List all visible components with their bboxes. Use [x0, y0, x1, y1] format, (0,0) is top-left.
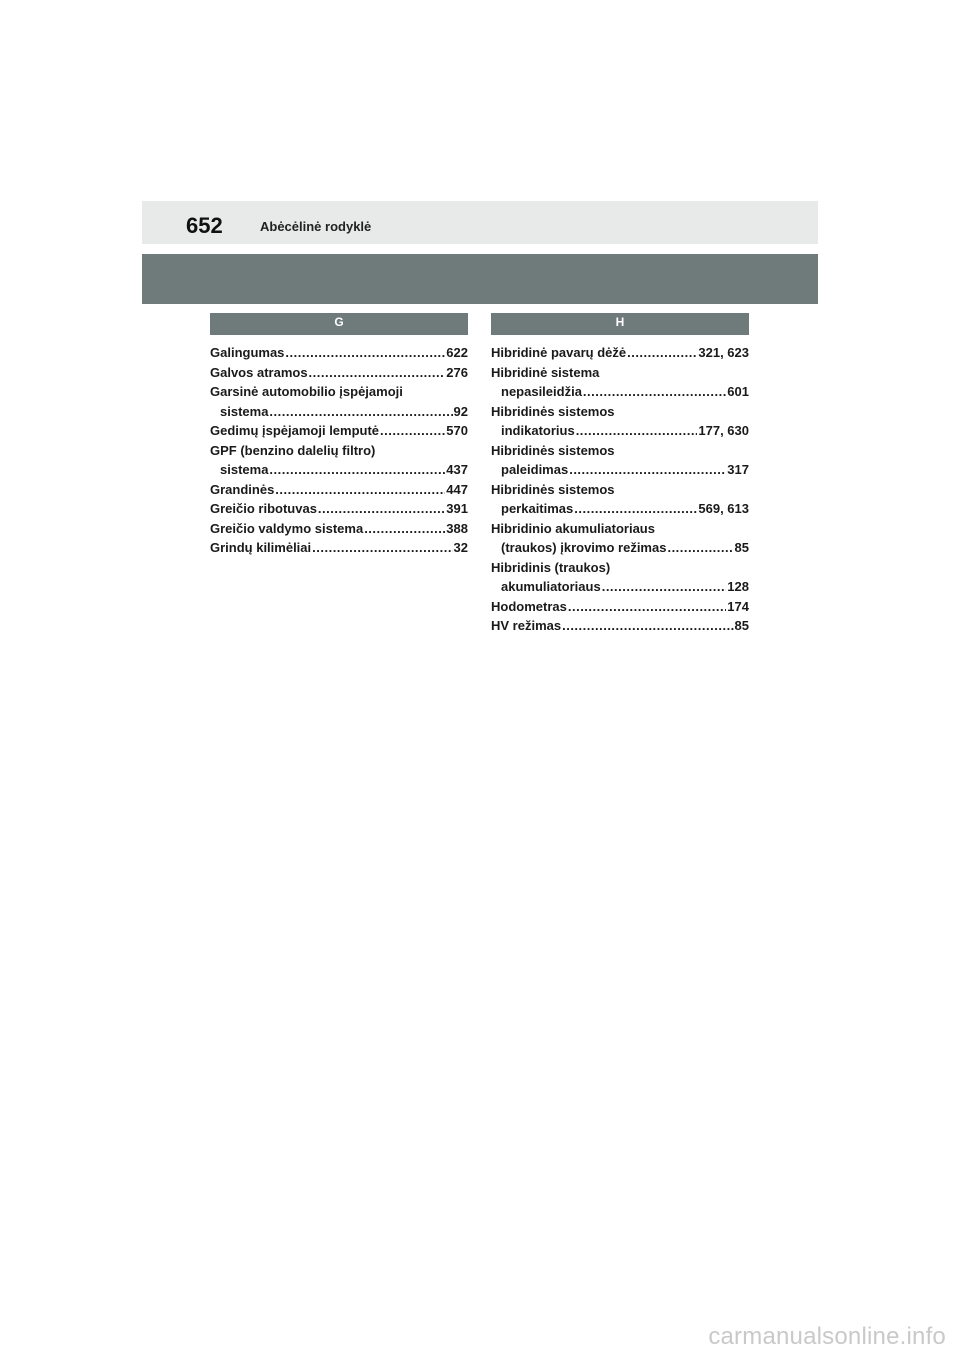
index-column-h	[491, 313, 749, 636]
index-entry-term: Galingumas	[210, 345, 285, 360]
index-entry[interactable]	[491, 616, 749, 636]
index-entry-term: sistema	[220, 403, 269, 419]
index-entry-page[interactable]: 177, 630	[698, 423, 749, 438]
index-entry-page[interactable]: 570	[446, 423, 468, 438]
index-entry-line	[210, 460, 468, 480]
index-entry[interactable]	[491, 343, 749, 363]
dot-leader	[574, 499, 697, 519]
index-entry-line	[210, 441, 468, 461]
index-entry-term: Hibridinės sistemos	[491, 403, 615, 419]
index-entry-line	[491, 343, 749, 363]
dot-leader	[667, 538, 733, 558]
dot-leader	[269, 460, 445, 480]
index-entry-page[interactable]: 569, 613	[698, 501, 749, 516]
index-entry-line	[210, 402, 468, 422]
index-entry-line	[210, 480, 468, 500]
index-entry-line	[210, 538, 468, 558]
dot-leader	[562, 616, 733, 636]
letter-tab-g: G	[210, 313, 468, 335]
index-entry-page[interactable]: 85	[734, 540, 749, 555]
index-entry[interactable]	[210, 441, 468, 480]
index-entry-line	[491, 519, 749, 539]
dot-leader	[568, 597, 726, 617]
index-entry-line	[491, 558, 749, 578]
index-column-g	[210, 313, 468, 558]
index-entry[interactable]	[491, 480, 749, 519]
index-entry-line	[491, 499, 749, 519]
index-entry[interactable]	[210, 538, 468, 558]
index-entry-page[interactable]: 85	[734, 618, 749, 633]
index-entry-term: Grandinės	[210, 481, 275, 497]
index-entry-term: Hibridinės sistemos	[491, 481, 615, 497]
header-title: Abėcėlinė rodyklė	[260, 219, 372, 234]
index-entry[interactable]	[491, 558, 749, 597]
index-entry[interactable]	[210, 499, 468, 519]
index-entry-line	[491, 421, 749, 441]
index-entry-line	[491, 480, 749, 500]
index-entry-page[interactable]: 32	[453, 540, 468, 555]
index-entry-page[interactable]: 447	[446, 481, 468, 497]
index-entry-term: HV režimas	[491, 618, 562, 633]
index-entry-line	[210, 363, 468, 383]
dot-leader	[569, 460, 726, 480]
index-entry-term: Hibridinio akumuliatoriaus	[491, 520, 655, 536]
index-entry-page[interactable]: 391	[446, 501, 468, 516]
index-entry-line	[491, 460, 749, 480]
index-entry-term: Garsinė automobilio įspėjamoji	[210, 384, 403, 399]
index-entry-page[interactable]: 437	[446, 462, 468, 477]
index-entry[interactable]	[210, 382, 468, 421]
index-entry-term: akumuliatoriaus	[501, 579, 601, 594]
header-bar	[142, 201, 818, 244]
index-entry[interactable]	[491, 402, 749, 441]
index-entry-term: Grindų kilimėliai	[210, 540, 312, 555]
dot-leader	[318, 499, 445, 519]
index-entry-page[interactable]: 276	[446, 364, 468, 380]
index-entry-term: Gedimų įspėjamoji lemputė	[210, 423, 380, 438]
index-entry-page[interactable]: 622	[446, 345, 468, 360]
index-entry-line	[210, 499, 468, 519]
index-entry-page[interactable]: 174	[727, 598, 749, 614]
index-entry-line	[210, 343, 468, 363]
dot-leader	[285, 343, 445, 363]
index-entry-line	[491, 616, 749, 636]
index-entry-line	[210, 382, 468, 402]
dot-leader	[275, 480, 445, 500]
index-entry-line	[491, 382, 749, 402]
index-entry-term: Hibridinis (traukos)	[491, 559, 611, 575]
index-entry-term: Greičio ribotuvas	[210, 501, 317, 516]
index-entry[interactable]	[210, 519, 468, 539]
index-entry-term: GPF (benzino dalelių filtro)	[210, 442, 376, 458]
dot-leader	[627, 343, 697, 363]
index-entry[interactable]	[491, 363, 749, 402]
index-entry-page[interactable]: 388	[446, 520, 468, 536]
index-entry-line	[491, 402, 749, 422]
dot-leader	[312, 538, 452, 558]
dot-leader	[269, 402, 452, 422]
index-entry-term: Greičio valdymo sistema	[210, 520, 364, 536]
index-entry-term: indikatorius	[501, 423, 575, 438]
index-entry-line	[210, 519, 468, 539]
index-entries-h	[491, 343, 749, 636]
index-entry-page[interactable]: 321, 623	[698, 345, 749, 360]
index-entry[interactable]	[491, 519, 749, 558]
index-entry-line	[491, 441, 749, 461]
index-entry[interactable]	[210, 363, 468, 383]
index-entry-line	[491, 538, 749, 558]
index-entry[interactable]	[210, 343, 468, 363]
index-entry-term: sistema	[220, 462, 269, 477]
index-entry-term: Hibridinė pavarų dėžė	[491, 345, 627, 360]
index-entry-line	[491, 577, 749, 597]
index-entry-page[interactable]: 92	[453, 403, 468, 419]
index-entry-page[interactable]: 317	[727, 462, 749, 477]
index-entry[interactable]	[491, 597, 749, 617]
index-entry-term: (traukos) įkrovimo režimas	[501, 540, 667, 555]
index-entry[interactable]	[210, 480, 468, 500]
watermark: carmanualsonline.info	[708, 1323, 946, 1350]
index-entry[interactable]	[491, 441, 749, 480]
dot-leader	[583, 382, 726, 402]
index-entry-line	[491, 597, 749, 617]
letter-tab-h: H	[491, 313, 749, 335]
index-entry[interactable]	[210, 421, 468, 441]
index-entry-line	[210, 421, 468, 441]
dot-leader	[309, 363, 446, 383]
index-entry-page[interactable]: 601	[727, 384, 749, 399]
index-entry-line	[491, 363, 749, 383]
index-entry-page[interactable]: 128	[727, 579, 749, 594]
page-number: 652	[186, 213, 223, 238]
index-entry-term: Hodometras	[491, 598, 567, 614]
dot-leader	[602, 577, 727, 597]
index-entry-term: Hibridinės sistemos	[491, 442, 615, 458]
section-banner	[142, 254, 818, 304]
index-entries-g	[210, 343, 468, 558]
dot-leader	[364, 519, 445, 539]
index-entry-term: perkaitimas	[501, 501, 574, 516]
index-entry-term: Hibridinė sistema	[491, 364, 600, 380]
dot-leader	[576, 421, 698, 441]
dot-leader	[380, 421, 445, 441]
index-entry-term: Galvos atramos	[210, 364, 308, 380]
index-entry-term: nepasileidžia	[501, 384, 582, 399]
index-entry-term: paleidimas	[501, 462, 569, 477]
